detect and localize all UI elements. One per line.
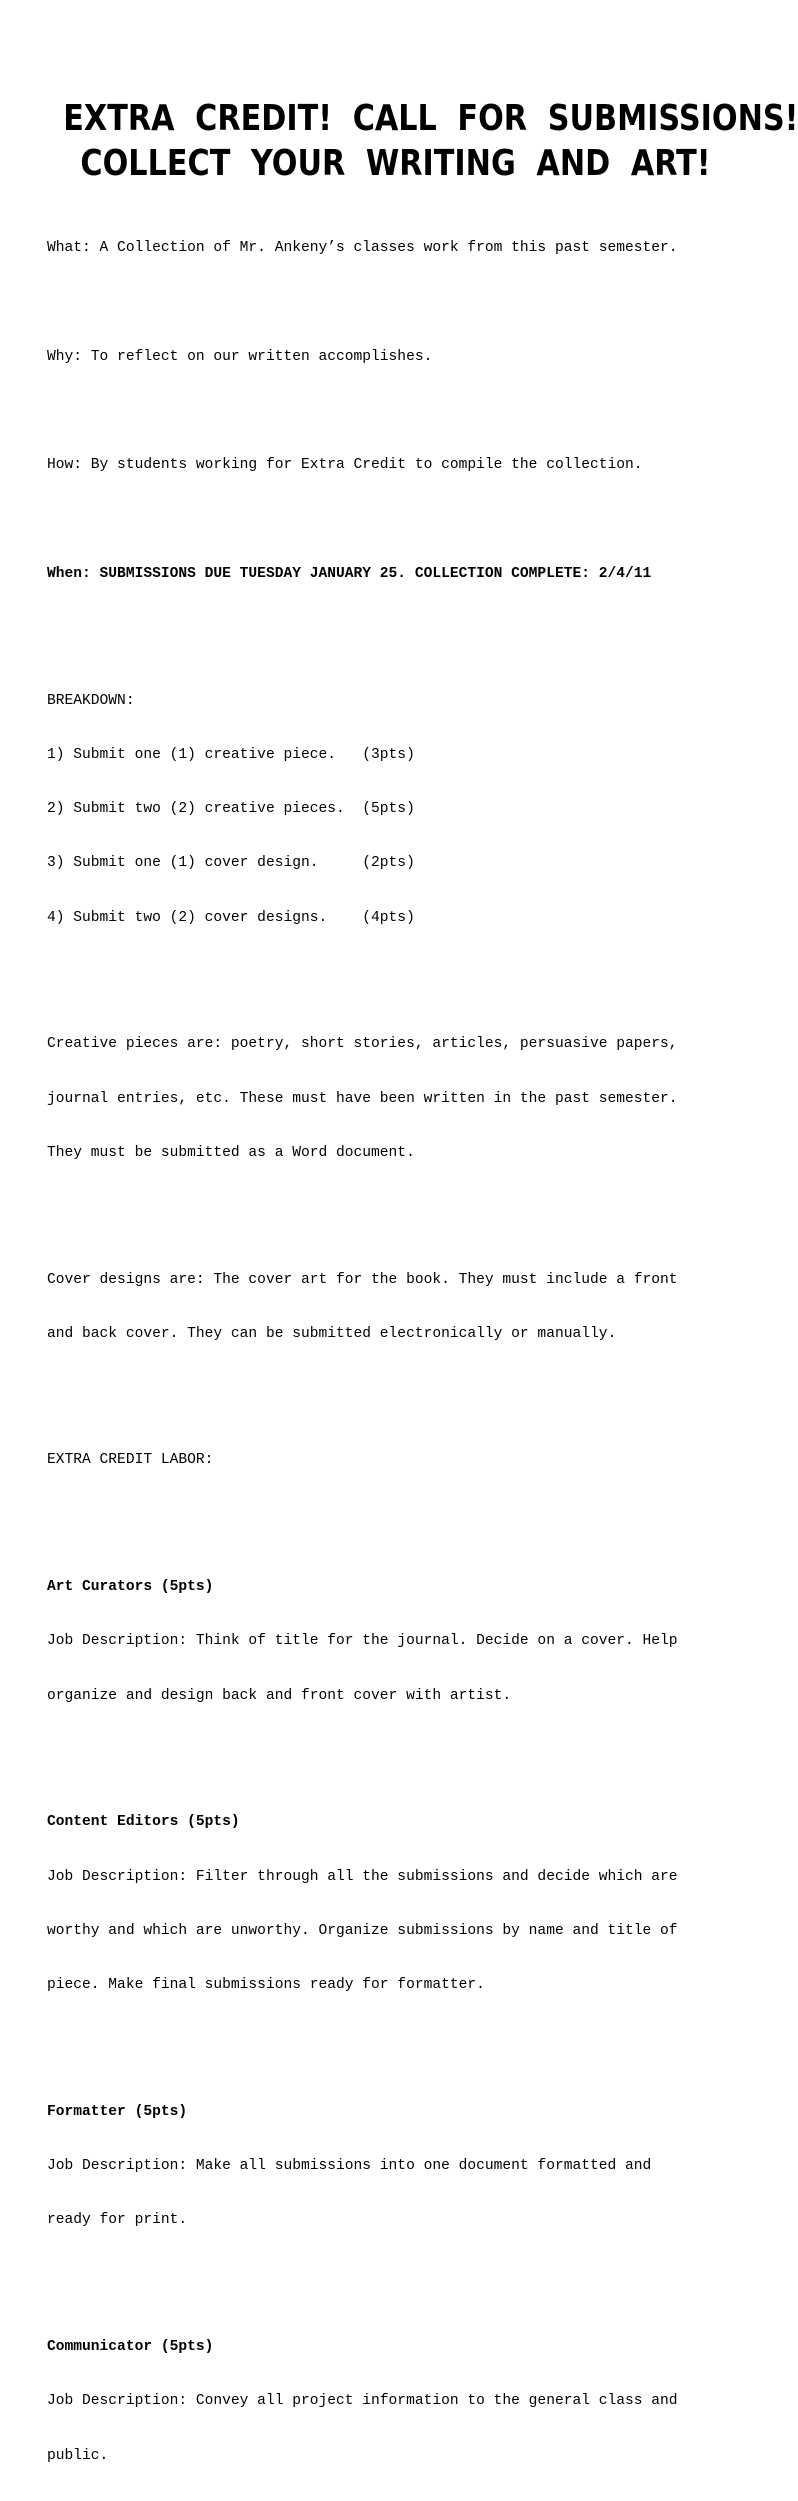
role-description-line: Job Description: Think of title for the journal. Decide on a cover. Help: [47, 1633, 678, 1650]
role-description-line: piece. Make final submissions ready for formatter.: [47, 1977, 485, 1994]
role-title-communicator: Communicator (5pts): [47, 2339, 214, 2356]
role-description-line: Job Description: Make all submissions into one document formatted and: [47, 2158, 652, 2175]
what-line: What: A Collection of Mr. Ankeny’s classes work from this past semester.: [47, 240, 678, 257]
creative-pieces-line: They must be submitted as a Word document.: [47, 1144, 415, 1161]
role-title-art-curators: Art Curators (5pts): [47, 1579, 214, 1596]
cover-designs-line: and back cover. They can be submitted electronically or manually.: [47, 1325, 617, 1342]
why-line: Why: To reflect on our written accomplishes.: [47, 348, 433, 365]
role-description-line: Job Description: Convey all project information to the general class and: [47, 2393, 678, 2410]
labor-heading: EXTRA CREDIT LABOR:: [47, 1452, 214, 1469]
cover-designs-line: Cover designs are: The cover art for the book. They must include a front: [47, 1271, 678, 1288]
creative-pieces-line: Creative pieces are: poetry, short stories, articles, persuasive papers,: [47, 1036, 678, 1053]
breakdown-item: 1) Submit one (1) creative piece. (3pts): [47, 746, 415, 763]
role-title-formatter: Formatter (5pts): [47, 2103, 188, 2120]
role-title-content-editors: Content Editors (5pts): [47, 1814, 240, 1831]
when-line: When: SUBMISSIONS DUE TUESDAY JANUARY 25. COLLECTION COMPLETE: 2/4/11: [47, 565, 652, 582]
breakdown-item: 2) Submit two (2) creative pieces. (5pts): [47, 801, 415, 818]
breakdown-item: 3) Submit one (1) cover design. (2pts): [47, 855, 415, 872]
document-body: [47, 203, 747, 2501]
role-description-line: public.: [47, 2447, 109, 2464]
title-line-1: EXTRA CREDIT! CALL FOR SUBMISSIONS!: [63, 98, 798, 139]
breakdown-heading: BREAKDOWN:: [47, 692, 135, 709]
title-line-2: COLLECT YOUR WRITING AND ART!: [80, 143, 711, 184]
role-description-line: ready for print.: [47, 2212, 188, 2229]
role-description-line: Job Description: Filter through all the submissions and decide which are: [47, 1868, 678, 1885]
role-description-line: organize and design back and front cover with artist.: [47, 1687, 512, 1704]
creative-pieces-line: journal entries, etc. These must have been written in the past semester.: [47, 1090, 678, 1107]
breakdown-item: 4) Submit two (2) cover designs. (4pts): [47, 909, 415, 926]
how-line: How: By students working for Extra Credit to compile the collection.: [47, 457, 643, 474]
role-description-line: worthy and which are unworthy. Organize submissions by name and title of: [47, 1922, 678, 1939]
